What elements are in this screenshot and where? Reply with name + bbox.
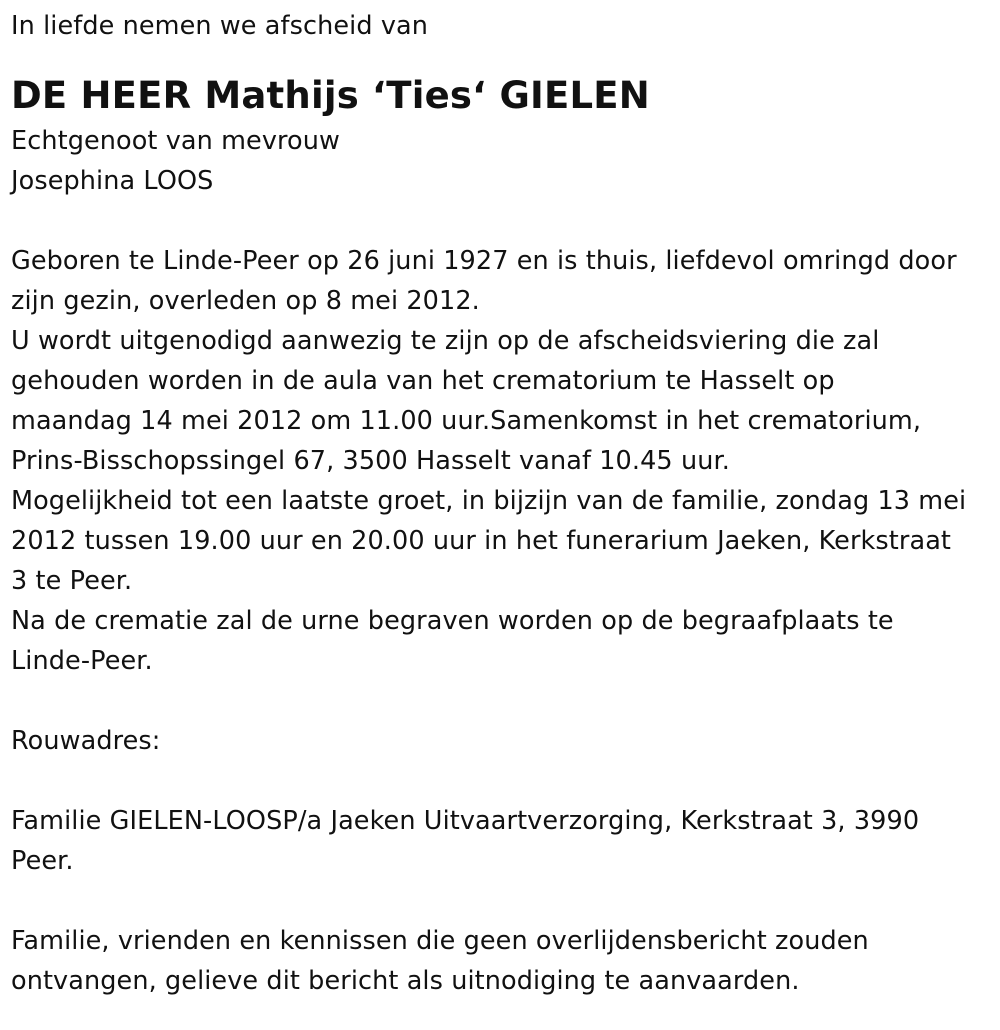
address-line: Peer.: [11, 846, 74, 876]
announcement-line: 3 te Peer.: [11, 566, 133, 596]
mourning-address-label: Rouwadres:: [11, 726, 161, 756]
spouse-line-1: Echtgenoot van mevrouw: [11, 126, 340, 156]
announcement-line: gehouden worden in de aula van het crematorium te Hasselt op: [11, 366, 835, 396]
obituary-document: [11, 0, 996, 1001]
spacer: [11, 761, 996, 801]
deceased-name: DE HEER Mathijs ‘Ties‘ GIELEN: [11, 74, 650, 117]
announcement-line: Linde-Peer.: [11, 646, 153, 676]
announcement-line: maandag 14 mei 2012 om 11.00 uur.Samenkomst in het crematorium,: [11, 406, 922, 436]
closing-line: Familie, vrienden en kennissen die geen overlijdensbericht zouden: [11, 926, 869, 956]
announcement-line: Prins-Bisschopssingel 67, 3500 Hasselt vanaf 10.45 uur.: [11, 446, 730, 476]
announcement-line: Na de crematie zal de urne begraven worden op de begraafplaats te: [11, 606, 894, 636]
spacer: [11, 681, 996, 721]
closing-line: ontvangen, gelieve dit bericht als uitnodiging te aanvaarden.: [11, 966, 800, 996]
announcement-line: 2012 tussen 19.00 uur en 20.00 uur in het funerarium Jaeken, Kerkstraat: [11, 526, 952, 556]
announcement-paragraph: [11, 241, 996, 681]
spacer: [11, 46, 996, 71]
closing-paragraph: [11, 921, 996, 1001]
spouse-line-2: Josephina LOOS: [11, 166, 214, 196]
intro-text: In liefde nemen we afscheid van: [11, 11, 429, 41]
spacer: [11, 201, 996, 241]
announcement-line: Geboren te Linde-Peer op 26 juni 1927 en is thuis, liefdevol omringd door: [11, 246, 957, 276]
address-line: Familie GIELEN-LOOSP/a Jaeken Uitvaartverzorging, Kerkstraat 3, 3990: [11, 806, 920, 836]
mourning-address: [11, 801, 996, 881]
announcement-line: zijn gezin, overleden op 8 mei 2012.: [11, 286, 480, 316]
announcement-line: U wordt uitgenodigd aanwezig te zijn op de afscheidsviering die zal: [11, 326, 880, 356]
announcement-line: Mogelijkheid tot een laatste groet, in bijzijn van de familie, zondag 13 mei: [11, 486, 967, 516]
spacer: [11, 881, 996, 921]
